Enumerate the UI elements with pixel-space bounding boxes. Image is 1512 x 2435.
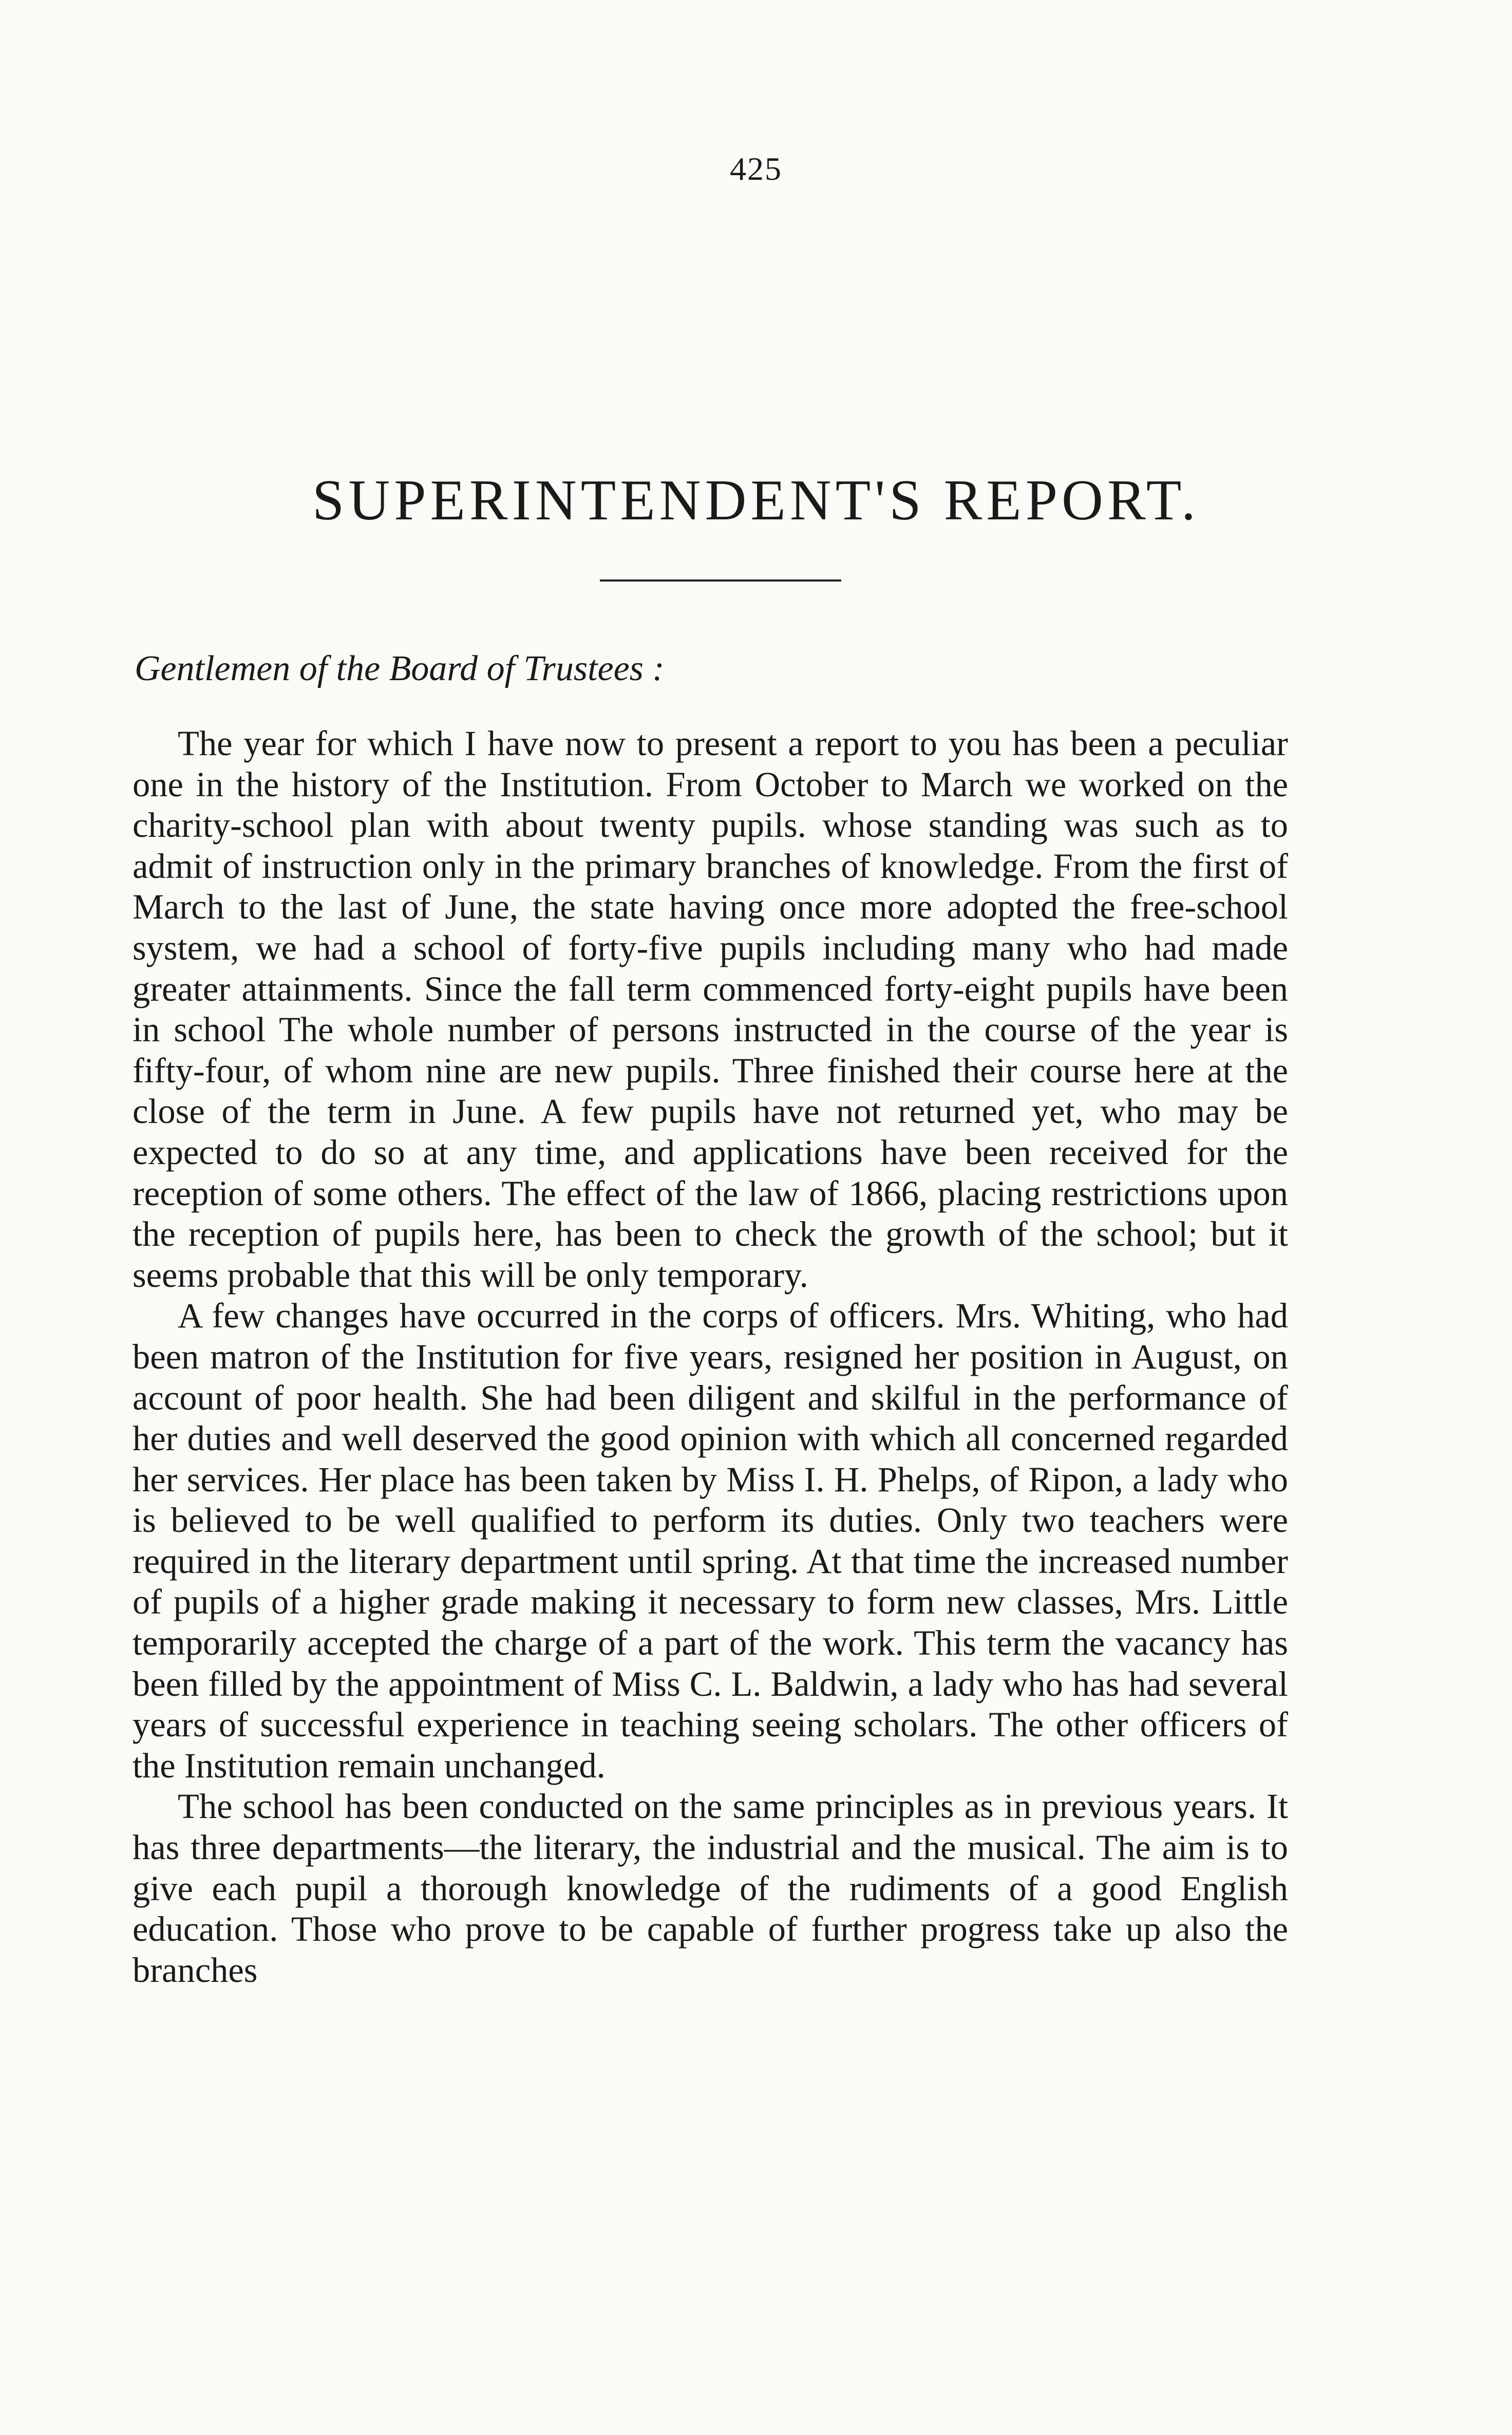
page-number: 425 [730,151,782,187]
report-title: SUPERINTENDENT'S REPORT. [312,469,1200,532]
paragraph-enrollment: The year for which I have now to present a report to you has been a peculiar one in the history of the Institution. From October to March we worked on the charity-school plan with about twenty pupils. whose standing was such as to admit of instruction only in the primary branches of knowledge. From the first of March to the last of June, the state having once more adopted the free-school system, we had a school of forty-five pupils including many who had made greater attainments. Since the fall term commenced forty-eight pupils have been in school The whole number of persons instructed in the course of the year is fifty-four, of whom nine are new pupils. Three finished their course here at the close of the term in June. A few pupils have not returned yet, who may be expected to do so at any time, and applications have been received for the reception of some others. The effect of the law of 1866, placing restrictions upon the reception of pupils here, has been to check the growth of the school; but it seems probable that this will be only temporary. [133,724,1288,1295]
paragraph-officers: A few changes have occurred in the corps of officers. Mrs. Whiting, who had been matron of the Institution for five years, resigned her position in August, on account of poor health. She had been diligent and skilful in the performance of her duties and well deserved the good opinion with which all concerned regarded her services. Her place has been taken by Miss I. H. Phelps, of Ripon, a lady who is believed to be well qualified to perform its duties. Only two teachers were required in the literary department until spring. At that time the increased number of pupils of a higher grade making it necessary to form new classes, Mrs. Little temporarily accepted the charge of a part of the work. This term the vacancy has been filled by the appointment of Miss C. L. Baldwin, a lady who has had several years of successful experience in teaching seeing scholars. The other officers of the Institution remain unchanged. [133,1296,1288,1785]
paragraph-departments: The school has been conducted on the same principles as in previous years. It has three departments—the literary, the industrial and the musical. The aim is to give each pupil a thorough knowledge of the rudiments of a good English education. Those who prove to be capable of further progress take up also the branches [133,1787,1288,1990]
salutation: Gentlemen of the Board of Trustees : [135,649,665,688]
title-divider [600,579,841,582]
report-body [133,723,1288,1991]
